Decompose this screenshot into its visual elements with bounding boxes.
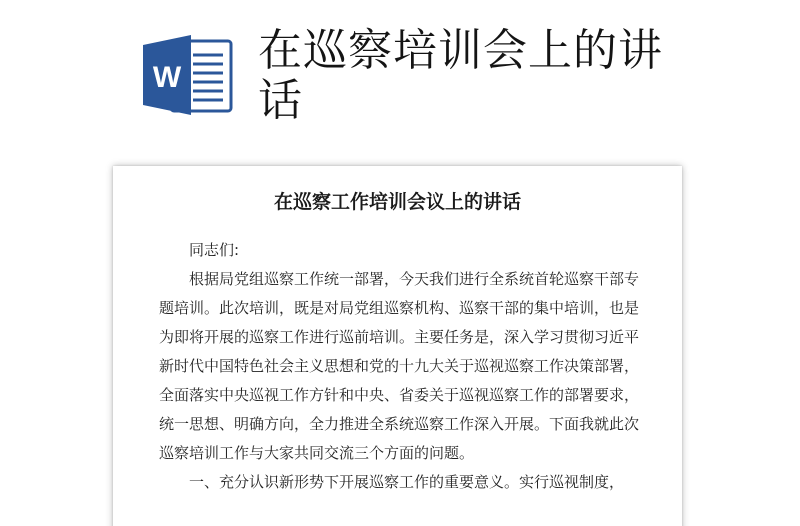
document-body bbox=[159, 236, 639, 497]
salutation: 同志们: bbox=[189, 241, 240, 259]
document-title: 在巡察工作培训会议上的讲话 bbox=[273, 191, 521, 213]
header-band bbox=[0, 0, 800, 150]
paragraph: 一、充分认识新形势下开展巡察工作的重要意义。实行巡视制度， bbox=[189, 473, 625, 491]
word-document-icon bbox=[141, 35, 235, 115]
svg-text:W: W bbox=[152, 61, 182, 94]
document-page bbox=[113, 166, 682, 526]
paragraph: 根据局党组巡察工作统一部署，今天我们进行全系统首轮巡察干部专题培训。此次培训，既是对局党组巡察机构、巡察干部的集中培训，也是为即将开展的巡察工作进行巡前培训。主要任务是，深入学习贯彻习近平新时代中国特色社会主义思想和党的十九大关于巡视巡察工作决策部署，全面落实中央巡视工作方针和中央、省委关于巡视巡察工作的部署要求，统一思想、明确方向，全力推进全系统巡察工作深入开展。下面我就此次巡察培训工作与大家共同交流三个方面的问题。 bbox=[159, 270, 640, 462]
page-title: 在巡察培训会上的讲话 bbox=[258, 25, 663, 126]
